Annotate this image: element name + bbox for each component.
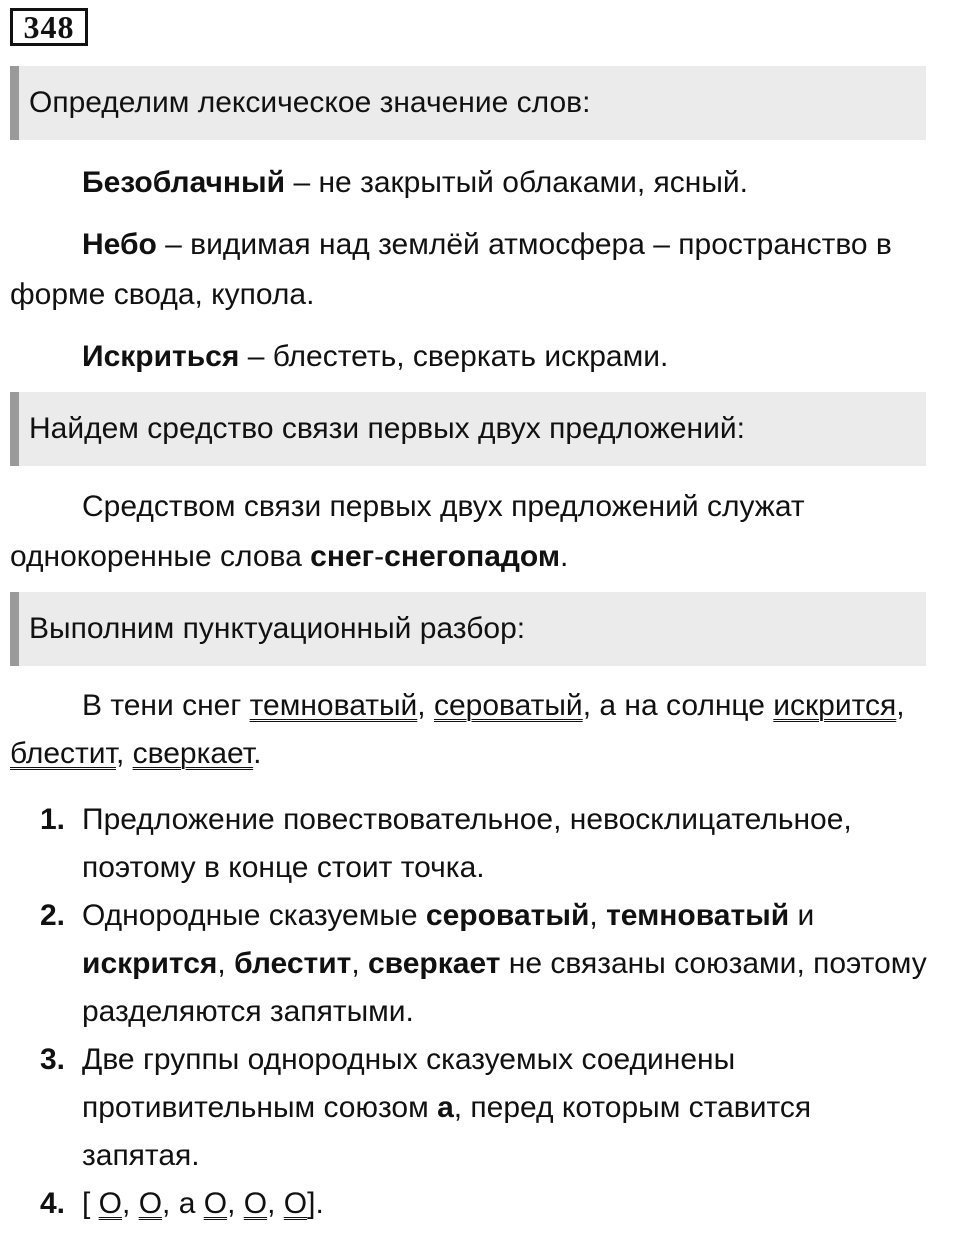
term: Безоблачный (82, 166, 286, 199)
definition-text: – видимая над землёй атмосфера – пространство в форме свода, купола. (10, 228, 892, 311)
list-number: 2. (40, 899, 66, 932)
list-item (40, 892, 930, 1036)
list-text: Предложение повествовательное, невосклицательное, поэтому в конце стоит точка. (82, 803, 852, 884)
section-header-punctuation (10, 592, 926, 666)
definition-3 (10, 332, 930, 382)
section-header-label: Определим лексическое значение слов: (29, 86, 591, 119)
section-header-label: Найдем средство связи первых двух предложений: (29, 412, 745, 445)
list-text: Однородные сказуемые сероватый, темноватый и искрится, блестит, сверкает не связаны союзами, поэтому разделяются запятыми. (82, 899, 927, 1028)
bold-word: снег (310, 540, 375, 573)
predicate-underlined: темноватый (249, 689, 418, 722)
predicate-underlined: сверкает (132, 737, 254, 770)
sentence-text: , (896, 689, 905, 722)
predicate-underlined: сероватый (433, 689, 583, 722)
sentence-text: , а на солнце (582, 689, 774, 722)
analysis-list (40, 796, 930, 1228)
predicate-underlined: блестит (10, 737, 116, 770)
list-text: Две группы однородных сказуемых соединены противительным союзом а, перед которым ставится запятая. (82, 1043, 812, 1172)
dash: - (374, 540, 385, 573)
list-item (40, 796, 930, 892)
sentence-text: . (253, 737, 262, 770)
scheme-predicate: О (138, 1187, 163, 1220)
scheme-predicate: О (283, 1187, 308, 1220)
predicate-underlined: искрится (773, 689, 897, 722)
definition-2 (10, 220, 930, 320)
sentence-scheme: [ О, О, а О, О, О]. (82, 1187, 324, 1220)
definition-text: – блестеть, сверкать искрами. (239, 340, 669, 373)
connection-paragraph (10, 482, 930, 582)
sentence-text: , (417, 689, 434, 722)
sentence-text: В тени снег (82, 689, 250, 722)
definition-1 (10, 158, 930, 208)
bold-word: снегопадом (384, 540, 561, 573)
task-number: 348 (10, 8, 88, 46)
example-sentence (10, 682, 930, 778)
list-number: 1. (40, 803, 66, 836)
term: Небо (82, 228, 157, 261)
scheme-predicate: О (203, 1187, 228, 1220)
section-header-label: Выполним пунктуационный разбор: (29, 612, 526, 645)
period: . (560, 540, 569, 573)
section-header-connection (10, 392, 926, 466)
list-number: 4. (40, 1187, 66, 1220)
list-item (40, 1180, 930, 1228)
scheme-predicate: О (98, 1187, 123, 1220)
definition-text: – не закрытый облаками, ясный. (285, 166, 748, 199)
sentence-text: , (115, 737, 133, 770)
list-item (40, 1036, 930, 1180)
term: Искриться (82, 340, 240, 373)
scheme-predicate: О (243, 1187, 268, 1220)
paragraph-text: Средством связи первых двух предложений служат однокоренные слова (10, 490, 805, 573)
section-header-lexical (10, 66, 926, 140)
list-number: 3. (40, 1043, 66, 1076)
